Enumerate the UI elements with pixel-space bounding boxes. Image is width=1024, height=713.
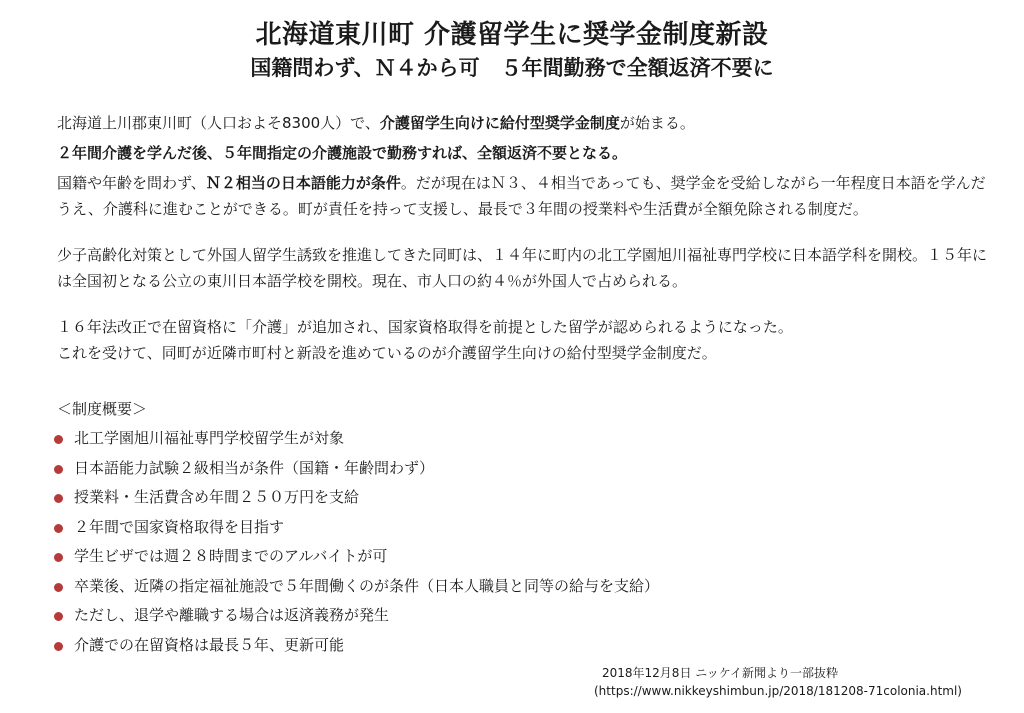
list-item-text: ２年間で国家資格取得を目指す xyxy=(74,517,285,536)
bullet-dot-icon xyxy=(54,553,63,562)
paragraph-condition: ２年間介護を学んだ後、５年間指定の介護施設で勤務すれば、全額返済不要となる。 xyxy=(57,144,628,162)
list-item-text: 介護での在留資格は最長５年、更新可能 xyxy=(74,635,345,654)
page-title: 北海道東川町 介護留学生に奨学金制度新設 xyxy=(255,20,769,50)
list-item xyxy=(52,513,659,543)
overview-list xyxy=(52,424,659,660)
list-item-text: ただし、退学や離職する場合は返済義務が発生 xyxy=(74,606,390,624)
bullet-dot-icon xyxy=(54,524,63,533)
law-change-line-2: これを受けて、同町が近隣市町村と新設を進めているのが介護留学生向けの給付型奨学金制度だ。 xyxy=(57,344,717,362)
list-item xyxy=(52,572,659,602)
paragraph-language xyxy=(57,170,987,222)
overview-heading: ＜制度概要＞ xyxy=(57,400,148,418)
bullet-dot-icon xyxy=(54,494,63,503)
list-item-text: 日本語能力試験２級相当が条件（国籍・年齢問わず） xyxy=(74,458,435,477)
language-text: 国籍や年齢を問わず、 xyxy=(57,174,206,192)
law-change-line-1: １６年法改正で在留資格に「介護」が追加され、国家資格取得を前提とした留学が認められるようになった。 xyxy=(57,318,793,336)
bullet-dot-icon xyxy=(54,642,63,651)
source-date: 2018年12月8日 ニッケイ新聞より一部抜粋 xyxy=(602,666,838,680)
list-item xyxy=(52,542,659,572)
list-item-text: 学生ビザでは週２８時間までのアルバイトが可 xyxy=(74,547,388,565)
source-citation xyxy=(594,664,994,700)
list-item-text: 卒業後、近隣の指定福祉施設で５年間働くのが条件（日本人職員と同等の給与を支給） xyxy=(74,576,660,595)
list-item xyxy=(52,601,659,631)
intro-bold-text: 介護留学生向けに給付型奨学金制度 xyxy=(379,114,620,132)
list-item xyxy=(52,483,659,513)
bullet-dot-icon xyxy=(54,465,63,474)
bullet-dot-icon xyxy=(54,583,63,592)
bullet-dot-icon xyxy=(54,435,63,444)
list-item xyxy=(52,424,659,454)
bullet-dot-icon xyxy=(54,612,63,621)
list-item-text: 授業料・生活費含め年間２５０万円を支給 xyxy=(74,488,360,506)
list-item-text: 北工学園旭川福祉専門学校留学生が対象 xyxy=(74,429,345,447)
language-bold-text: Ｎ２相当の日本語能力が条件 xyxy=(205,174,401,192)
source-url: (https://www.nikkeyshimbun.jp/2018/181208-71colonia.html) xyxy=(594,684,962,698)
list-item xyxy=(52,454,659,484)
page-subtitle: 国籍問わず、Ｎ４から可 ５年間勤務で全額返済不要に xyxy=(250,56,774,80)
paragraph-background: 少子高齢化対策として外国人留学生誘致を推進してきた同町は、１４年に町内の北工学園旭川福祉専門学校に日本語学科を開校。１５年には全国初となる公立の東川日本語学校を開校。現在、市人口の約４％が外国人で占められる。 xyxy=(57,246,988,290)
intro-text-end: が始まる。 xyxy=(619,114,695,132)
language-text-end: 。だが現在はＮ３、４相当であっても、奨学金を受給しながら一年程度日本語を学んだうえ、介護科に進むことができる。町が責任を持って支援し、最長で３年間の授業料や生活費が全額免除される制度だ。 xyxy=(57,174,986,218)
paragraph-intro xyxy=(57,110,987,136)
intro-text: 北海道上川郡東川町（人口およそ8300人）で、 xyxy=(57,114,380,132)
list-item xyxy=(52,631,659,661)
paragraph-law-change xyxy=(57,314,987,366)
